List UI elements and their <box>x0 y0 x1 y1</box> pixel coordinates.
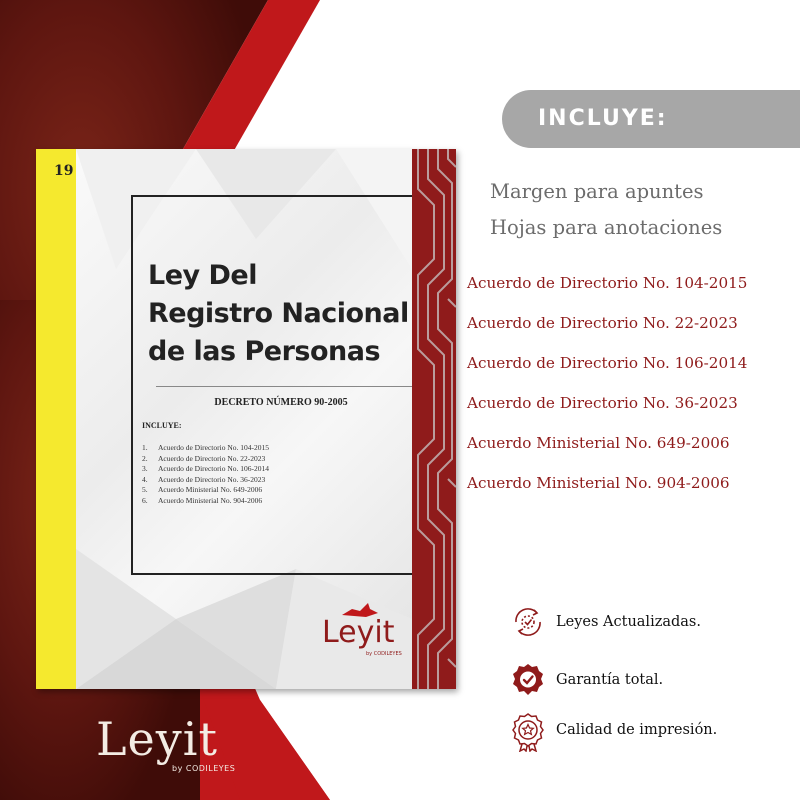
badge-garantia-total <box>510 662 800 702</box>
list-item: 1. Acuerdo de Directorio No. 104-2015 <box>142 443 270 452</box>
list-item: 6. Acuerdo Ministerial No. 904-2006 <box>142 495 263 505</box>
brand-logo-word: Leyit <box>96 712 218 766</box>
quality-seal-icon <box>510 712 546 752</box>
book-logo-by: by CODILEYES <box>366 651 402 657</box>
list-item: 3. Acuerdo de Directorio No. 106-2014 <box>142 464 270 473</box>
book-decreto: DECRETO NÚMERO 90-2005 <box>214 397 348 408</box>
book-title-line: Registro Nacional <box>148 298 409 329</box>
book-cover-image <box>36 149 456 689</box>
check-badge-icon <box>510 662 546 698</box>
refresh-cycle-icon <box>510 604 546 640</box>
book-logo <box>322 601 412 661</box>
maze-pattern <box>412 149 456 689</box>
acuerdo-item: Acuerdo de Directorio No. 36-2023 <box>467 394 738 412</box>
brand-logo-by: by CODILEYES <box>172 764 236 773</box>
feature-item: Hojas para anotaciones <box>490 216 723 239</box>
book-title-line: de las Personas <box>148 336 381 367</box>
book-incluye-label: INCLUYE: <box>142 421 182 430</box>
brand-logo <box>96 712 256 782</box>
book-title <box>148 257 412 371</box>
acuerdo-item: Acuerdo Ministerial No. 904-2006 <box>467 474 730 492</box>
book-edge-pattern <box>412 149 456 689</box>
acuerdo-item: Acuerdo de Directorio No. 22-2023 <box>467 314 738 332</box>
book-logo-word: Leyit <box>322 615 395 650</box>
badge-label: Garantía total. <box>556 672 664 688</box>
list-item: 4. Acuerdo de Directorio No. 36-2023 <box>142 474 266 484</box>
acuerdo-item: Acuerdo de Directorio No. 104-2015 <box>467 274 748 292</box>
book-title-line: Ley Del <box>148 260 257 291</box>
title-divider <box>156 386 412 387</box>
badge-label: Calidad de impresión. <box>556 722 718 738</box>
badge-label: Leyes Actualizadas. <box>556 614 701 630</box>
list-item: 5. Acuerdo Ministerial No. 649-2006 <box>142 485 263 494</box>
cover-frame <box>131 195 412 575</box>
acuerdo-item: Acuerdo Ministerial No. 649-2006 <box>467 434 730 452</box>
feature-item: Margen para apuntes <box>490 180 704 203</box>
acuerdo-item: Acuerdo de Directorio No. 106-2014 <box>467 354 748 372</box>
list-item: 2. Acuerdo de Directorio No. 22-2023 <box>142 453 266 463</box>
incluye-heading: INCLUYE: <box>538 106 668 131</box>
book-spine <box>36 149 76 689</box>
book-front-cover <box>76 149 412 689</box>
incluye-heading-pill <box>502 90 800 148</box>
badge-calidad-impresion <box>510 712 800 752</box>
badge-leyes-actualizadas <box>510 604 800 644</box>
book-contents-list <box>142 443 269 506</box>
book-volume-number: 19 <box>54 163 74 179</box>
